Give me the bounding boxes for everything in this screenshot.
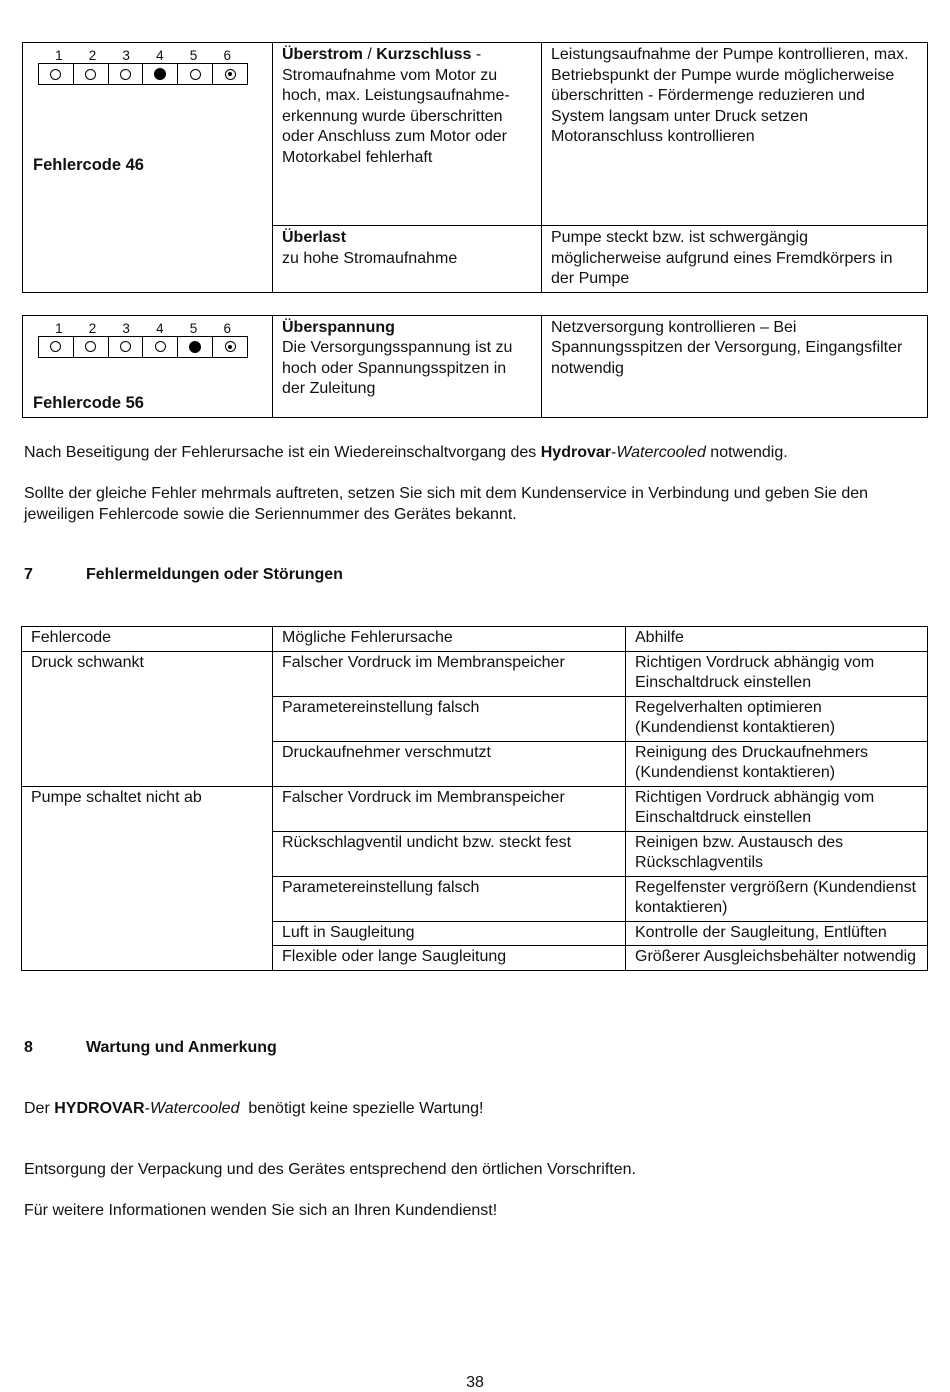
text: Der (24, 1100, 55, 1117)
restart-paragraph (24, 443, 930, 464)
remedy-cell: Reinigung des Druckaufnehmers (Kundendienst kontaktieren) (626, 741, 928, 786)
cause-text: Die Versorgungsspannung ist zu hoch oder Spannungsspitzen in der Zuleitung (282, 339, 513, 397)
error-table-56 (22, 315, 928, 419)
led-icon (190, 69, 201, 80)
led-number: 2 (88, 320, 97, 336)
section-number: 7 (24, 566, 33, 583)
led-icon (225, 69, 236, 80)
text: benötigt keine spezielle Wartung! (239, 1100, 484, 1117)
info-paragraph: Für weitere Informationen wenden Sie sich an Ihren Kundendienst! (24, 1202, 498, 1219)
led-number: 6 (223, 48, 231, 63)
error-table-46 (22, 42, 928, 293)
led-number: 3 (122, 48, 130, 63)
led-number: 2 (88, 48, 97, 63)
led-number: 5 (189, 48, 198, 63)
section-title: Fehlermeldungen oder Störungen (86, 566, 343, 583)
cause-text: zu hohe Stromaufnahme (282, 249, 458, 267)
remedy-cell: Richtigen Vordruck abhängig vom Einschaltdruck einstellen (626, 651, 928, 696)
remedy-cell: Kontrolle der Saugleitung, Entlüften (626, 921, 928, 946)
cause-cell (273, 226, 542, 293)
error-code-cell (23, 43, 273, 293)
model-name: Watercooled (616, 444, 706, 461)
led-icon (85, 69, 96, 80)
brand-name: HYDROVAR (54, 1100, 145, 1117)
remedy-cell: Regelfenster vergrößern (Kundendienst kontaktieren) (626, 876, 928, 921)
section-title: Wartung und Anmerkung (86, 1039, 277, 1056)
table-row (22, 651, 928, 696)
repeat-error-paragraph: Sollte der gleiche Fehler mehrmals auftreten, setzen Sie sich mit dem Kundenservice in Verbindung und geben Sie den jeweiligen Fehlercode sowie die Seriennummer des Gerätes bekannt. (24, 485, 869, 523)
remedy-cell (542, 315, 928, 418)
column-header: Fehlercode (22, 627, 273, 652)
cause-text: - Stromaufnahme vom Motor zu hoch, max. Leistungsaufnahme-erkennung wurde überschritten oder Anschluss zum Motor oder Motorkabel fehlerhaft (282, 46, 510, 166)
table-header-row (22, 627, 928, 652)
led-number: 1 (55, 320, 63, 336)
led-number: 6 (223, 320, 231, 336)
model-name: Watercooled (149, 1100, 240, 1117)
led-icon (120, 69, 131, 80)
section-8-heading (24, 1039, 277, 1057)
section-7-heading (24, 566, 343, 584)
cause-cell: Parametereinstellung falsch (273, 696, 626, 741)
led-icon (85, 341, 96, 352)
remedy-text: Netzversorgung kontrollieren – Bei Spannungsspitzen der Versorgung, Eingangsfilter notwendig (551, 318, 903, 377)
column-header: Mögliche Fehlerursache (273, 627, 626, 652)
remedy-cell (542, 43, 928, 226)
error-code-tables (22, 42, 928, 440)
text: Nach Beseitigung der Fehlerursache ist ein Wiedereinschaltvorgang des (24, 444, 541, 461)
cause-cell: Falscher Vordruck im Membranspeicher (273, 651, 626, 696)
led-number: 4 (156, 320, 164, 336)
cause-title: Überstrom (282, 46, 363, 63)
remedy-cell: Reinigen bzw. Austausch des Rückschlagventils (626, 831, 928, 876)
led-indicator (38, 322, 248, 358)
cause-title: Kurzschluss (376, 46, 472, 63)
cause-cell: Druckaufnehmer verschmutzt (273, 741, 626, 786)
led-icon (50, 341, 61, 352)
remedy-cell: Größerer Ausgleichsbehälter notwendig (626, 946, 928, 971)
cause-cell: Flexible oder lange Saugleitung (273, 946, 626, 971)
remedy-text: Leistungsaufnahme der Pumpe kontrollieren, max. Betriebspunkt der Pumpe wurde möglicherweise überschritten - Fördermenge reduzieren und System langsam unter Druck setzen (551, 46, 909, 125)
remedy-cell: Richtigen Vordruck abhängig vom Einschaltdruck einstellen (626, 786, 928, 831)
column-header: Abhilfe (626, 627, 928, 652)
cause-cell: Rückschlagventil undicht bzw. steckt fest (273, 831, 626, 876)
remedy-cell: Regelverhalten optimieren (Kundendienst kontaktieren) (626, 696, 928, 741)
led-icon (225, 341, 236, 352)
led-indicator (38, 49, 248, 85)
led-icon (155, 341, 166, 352)
cause-cell (273, 315, 542, 418)
symptom-cell: Pumpe schaltet nicht ab (22, 786, 273, 970)
led-icon (120, 341, 131, 352)
error-code-label: Fehlercode 46 (33, 156, 144, 174)
led-number: 4 (156, 48, 164, 63)
led-number: 3 (122, 320, 130, 336)
table-row (22, 786, 928, 831)
maintenance-paragraph (24, 1099, 930, 1120)
separator: / (362, 46, 377, 63)
troubleshooting-table (21, 626, 928, 971)
symptom-cell: Druck schwankt (22, 651, 273, 786)
cause-title: Überlast (282, 229, 347, 246)
remedy-cell (542, 226, 928, 293)
led-number: 1 (55, 48, 63, 63)
page-number: 38 (466, 1374, 484, 1391)
brand-name: Hydrovar (540, 444, 611, 461)
cause-cell: Parametereinstellung falsch (273, 876, 626, 921)
led-icon (189, 341, 201, 353)
remedy-text: Motoranschluss kontrollieren (551, 128, 755, 145)
section-number: 8 (24, 1039, 33, 1056)
cause-cell: Luft in Saugleitung (273, 921, 626, 946)
cause-cell: Falscher Vordruck im Membranspeicher (273, 786, 626, 831)
led-icon (154, 68, 166, 80)
text: - (144, 1100, 150, 1117)
text: notwendig. (705, 444, 788, 461)
cause-cell (273, 43, 542, 226)
text: - (610, 444, 617, 461)
error-code-cell (23, 315, 273, 418)
led-number: 5 (189, 320, 198, 336)
error-code-label: Fehlercode 56 (33, 393, 144, 412)
disposal-paragraph: Entsorgung der Verpackung und des Gerätes entsprechend den örtlichen Vorschriften. (24, 1161, 636, 1178)
cause-title: Überspannung (282, 318, 395, 336)
led-icon (50, 69, 61, 80)
remedy-text: Pumpe steckt bzw. ist schwergängig möglicherweise aufgrund eines Fremdkörpers in der Pumpe (551, 229, 893, 287)
